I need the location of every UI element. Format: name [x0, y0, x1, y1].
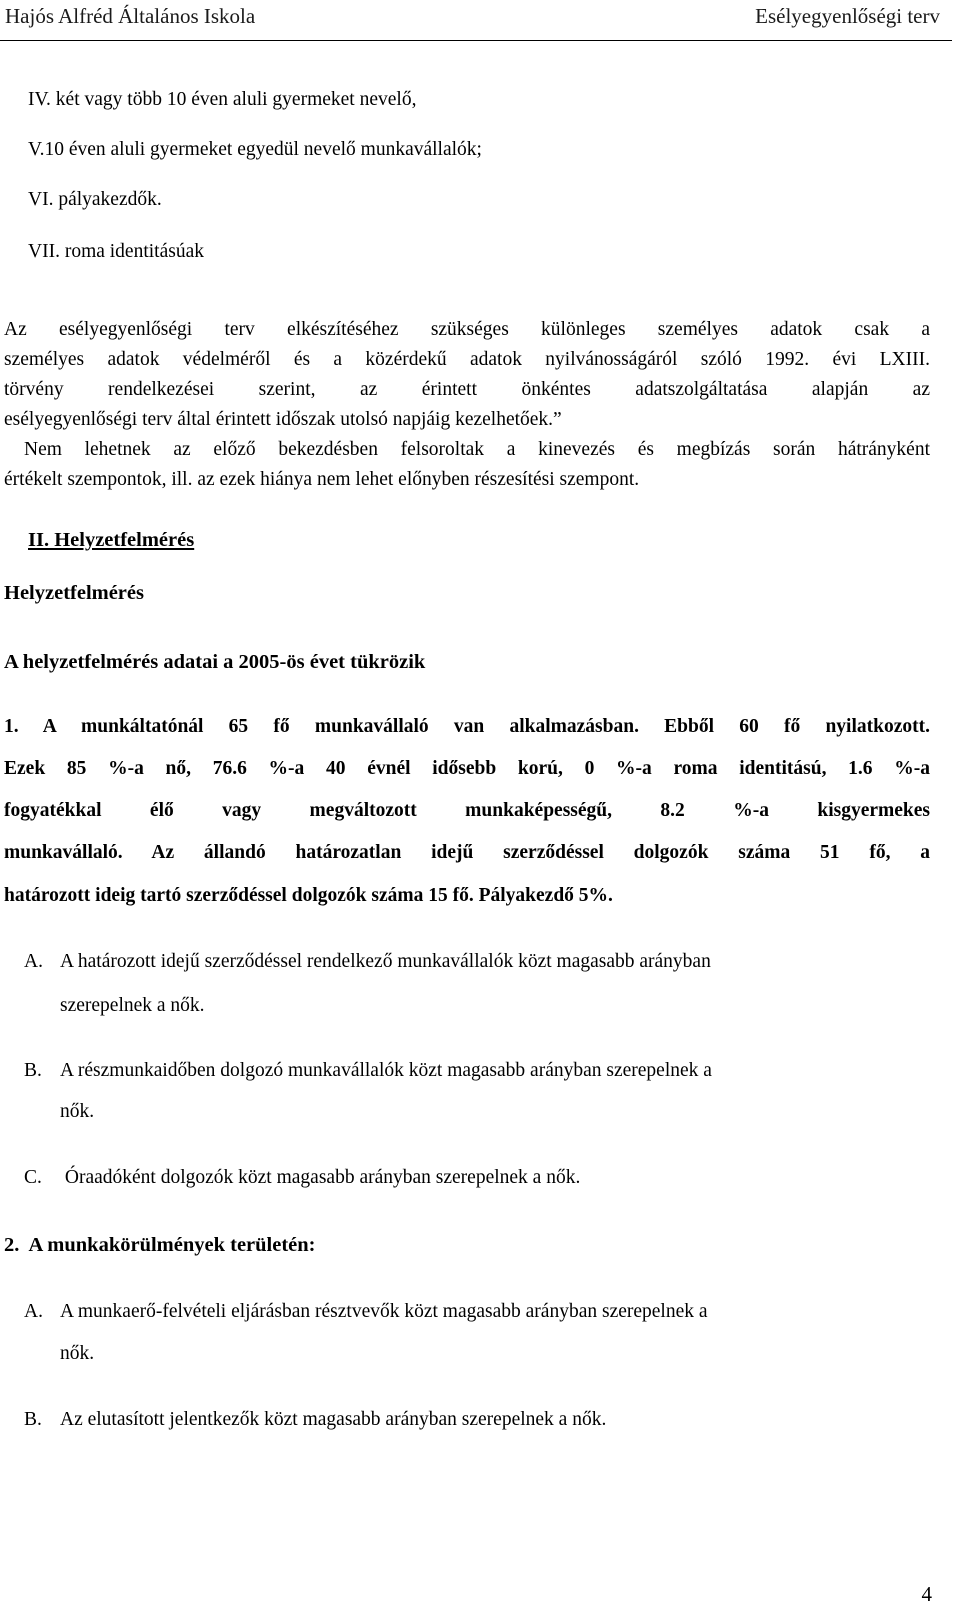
paragraph-line: törvény rendelkezései szerint, az érintett önkéntes adatszolgáltatása alapján az	[4, 379, 930, 400]
list-item-b	[24, 1408, 606, 1432]
paragraph-line: értékelt szempontok, ill. az ezek hiánya nem lehet előnyben részesítési szempont.	[4, 469, 640, 490]
header-document-title: Esélyegyenlőségi terv	[755, 4, 940, 28]
list-item-text: A határozott idejű szerződéssel rendelkező munkavállalók közt magasabb arányban	[60, 951, 711, 972]
list-item-iv: IV. két vagy több 10 éven aluli gyermeket nevelő,	[28, 89, 417, 110]
list-item-a	[24, 950, 930, 974]
paragraph-line: személyes adatok védelméről és a közérdekű adatok nyilvánosságáról szóló 1992. évi LXIII.	[4, 349, 930, 370]
paragraph-line: Nem lehetnek az előző bekezdésben felsoroltak a kinevezés és megbízás során hátrányként	[24, 439, 930, 460]
header-school-name: Hajós Alfréd Általános Iskola	[5, 4, 256, 28]
list-item-text: A részmunkaidőben dolgozó munkavállalók közt magasabb arányban szerepelnek a	[60, 1060, 712, 1081]
list-item-c	[24, 1166, 580, 1190]
subheading: Helyzetfelmérés	[4, 582, 144, 604]
list-item-continuation: nők.	[60, 1343, 95, 1364]
list-item-label: C.	[24, 1167, 42, 1188]
list-item-vii: VII. roma identitásúak	[28, 241, 204, 262]
list-item-vi: VI. pályakezdők.	[28, 189, 162, 210]
page-number: 4	[921, 1582, 932, 1606]
paragraph-line: Az esélyegyenlőségi terv elkészítéséhez szükséges különleges személyes adatok csak a	[4, 319, 930, 340]
section-2-heading: 2. A munkakörülmények területén:	[4, 1234, 316, 1256]
list-item-label: B.	[24, 1409, 42, 1430]
bold-paragraph-line: határozott ideig tartó szerződéssel dolgozók száma 15 fő. Pályakezdő 5%.	[4, 885, 613, 906]
bold-paragraph-line: 1. A munkáltatónál 65 fő munkavállaló van alkalmazásban. Ebből 60 fő nyilatkozott.	[4, 716, 930, 737]
list-item-label: A.	[24, 1301, 43, 1322]
list-item-continuation: szerepelnek a nők.	[60, 995, 205, 1016]
list-item-continuation: nők.	[60, 1101, 95, 1122]
list-item-text: Óraadóként dolgozók közt magasabb arányban szerepelnek a nők.	[60, 1167, 581, 1188]
list-item-v: V.10 éven aluli gyermeket egyedül nevelő munkavállalók;	[28, 139, 482, 160]
list-item-label: B.	[24, 1060, 42, 1081]
header-divider	[0, 40, 952, 41]
list-item-text: Az elutasított jelentkezők közt magasabb arányban szerepelnek a nők.	[60, 1409, 607, 1430]
bold-paragraph-line: Ezek 85 %-a nő, 76.6 %-a 40 évnél idősebb korú, 0 %-a roma identitású, 1.6 %-a	[4, 758, 930, 779]
bold-paragraph-line: munkavállaló. Az állandó határozatlan idejű szerződéssel dolgozók száma 51 fő, a	[4, 842, 930, 863]
list-item-a	[24, 1300, 708, 1324]
section-heading: II. Helyzetfelmérés	[28, 529, 195, 551]
paragraph-line: esélyegyenlőségi terv által érintett időszak utolsó napjáig kezelhetőek.”	[4, 409, 562, 430]
list-item-text: A munkaerő-felvételi eljárásban résztvevők közt magasabb arányban szerepelnek a	[60, 1301, 708, 1322]
list-item-b	[24, 1059, 712, 1083]
list-item-label: A.	[24, 951, 43, 972]
bold-paragraph-line: fogyatékkal élő vagy megváltozott munkaképességű, 8.2 %-a kisgyermekes	[4, 800, 930, 821]
subheading-year: A helyzetfelmérés adatai a 2005-ös évet tükrözik	[4, 651, 426, 673]
